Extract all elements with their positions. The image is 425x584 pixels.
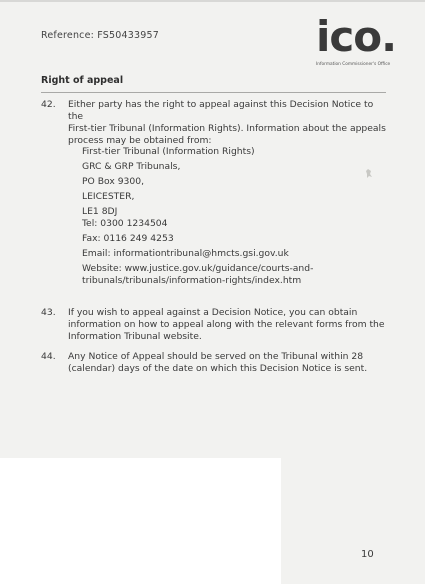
address-line: PO Box 9300, [82,176,144,187]
heading-rule [41,92,386,93]
address-line: GRC & GRP Tribunals, [82,161,181,172]
reference-number: Reference: FS50433957 [41,30,159,41]
email-line: Email: informationtribunal@hmcts.gsi.gov.uk [82,248,289,259]
paragraph-44 [41,351,386,375]
logo-mark: ico. [316,12,397,61]
tribunal-contact [82,218,313,287]
logo-caption: Information Commissioner's Office [316,62,391,67]
address-line: LEICESTER, [82,191,135,202]
paragraph-number: 43. [41,307,56,318]
paragraph-text: Either party has the right to appeal against this Decision Notice to the First-tier Tribunal (Information Rights). Information about the appeals process may be obtained from: [68,99,386,146]
fax-line: Fax: 0116 249 4253 [82,233,174,244]
website-line-continued: tribunals/tribunals/information-rights/index.htm [82,275,302,286]
redaction-block [0,458,281,584]
scan-speck-mark [365,168,374,179]
page-top-edge [0,0,425,2]
paragraph-text: Any Notice of Appeal should be served on the Tribunal within 28 (calendar) days of the date on which this Decision Notice is sent. [68,351,368,374]
tribunal-address [82,146,255,221]
page-number: 10 [361,549,374,560]
paragraph-43 [41,307,386,343]
paragraph-42 [41,99,386,147]
website-line: Website: www.justice.gov.uk/guidance/courts-and- [82,263,314,274]
section-heading: Right of appeal [41,75,124,86]
ico-logo [316,14,408,72]
tel-line: Tel: 0300 1234504 [82,218,168,229]
paragraph-number: 42. [41,99,56,110]
address-line: First-tier Tribunal (Information Rights) [82,146,255,157]
paragraph-text: If you wish to appeal against a Decision Notice, you can obtain information on how to appeal along with the relevant forms from the Information Tribunal website. [68,307,385,342]
address-line: LE1 8DJ [82,206,118,217]
paragraph-number: 44. [41,351,56,362]
